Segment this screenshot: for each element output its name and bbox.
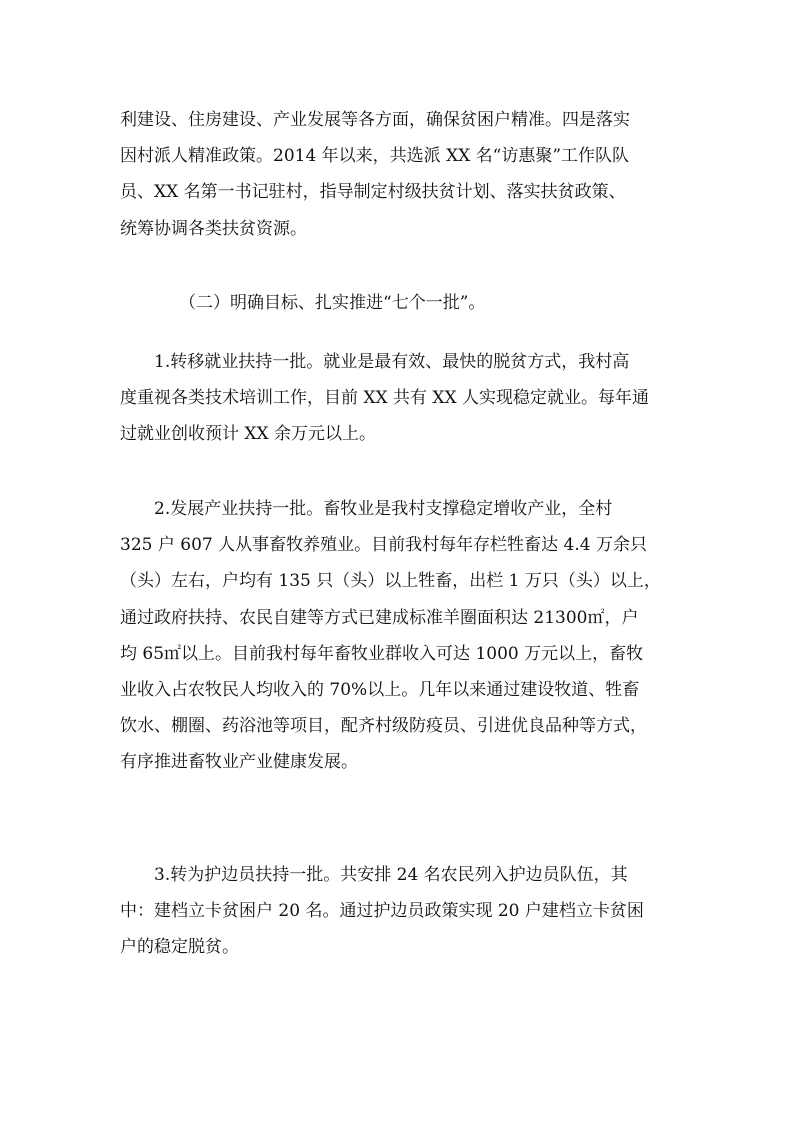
heading-text: （二）明确目标、扎实推进“七个一批”。: [179, 293, 486, 313]
paragraph-item-2: [120, 491, 680, 781]
section-heading: [120, 285, 680, 321]
text-line: 有序推进畜牧业产业健康发展。: [120, 752, 358, 773]
text-line: 325 户 607 人从事畜牧养殖业。目前我村每年存栏牲畜达 4.4 万余只: [120, 535, 647, 556]
text-line: 因村派人精准政策。2014 年以来，共选派 XX 名“访惠聚”工作队队: [120, 146, 630, 167]
text-line: 度重视各类技术培训工作，目前 XX 共有 XX 人实现稳定就业。每年通: [120, 388, 650, 409]
paragraph-continued: [120, 102, 680, 247]
paragraph-item-3: [120, 857, 680, 966]
text-line: 通过政府扶持、农民自建等方式已建成标准羊圈面积达 21300㎡，户: [120, 607, 639, 628]
text-line: 过就业创收预计 XX 余万元以上。: [120, 424, 377, 445]
text-line: 统筹协调各类扶贫资源。: [120, 218, 307, 239]
text-line: （头）左右，户均有 135 只（头）以上牲畜，出栏 1 万只（头）以上，: [120, 571, 661, 592]
text-line: 利建设、住房建设、产业发展等各方面，确保贫困户精准。四是落实: [120, 110, 630, 130]
text-line: 中：建档立卡贫困户 20 名。通过护边员政策实现 20 户建档立卡贫困: [120, 901, 644, 922]
text-line: 1.转移就业扶持一批。就业是最有效、最快的脱贫方式，我村高: [154, 352, 630, 372]
text-line: 业收入占农牧民人均收入的 70%以上。几年以来通过建设牧道、牲畜: [120, 680, 640, 701]
text-line: 户的稳定脱贫。: [120, 937, 239, 958]
text-line: 2.发展产业扶持一批。畜牧业是我村支撑稳定增收产业，全村: [154, 499, 613, 519]
paragraph-item-1: [120, 344, 680, 453]
text-line: 均 65㎡以上。目前我村每年畜牧业群收入可达 1000 万元以上，畜牧: [120, 643, 644, 664]
text-line: 饮水、棚圈、药浴池等项目，配齐村级防疫员、引进优良品种等方式，: [120, 716, 647, 737]
text-line: 员、XX 名第一书记驻村，指导制定村级扶贫计划、落实扶贫政策、: [120, 182, 626, 203]
text-line: 3.转为护边员扶持一批。共安排 24 名农民列入护边员队伍，其: [154, 865, 628, 885]
